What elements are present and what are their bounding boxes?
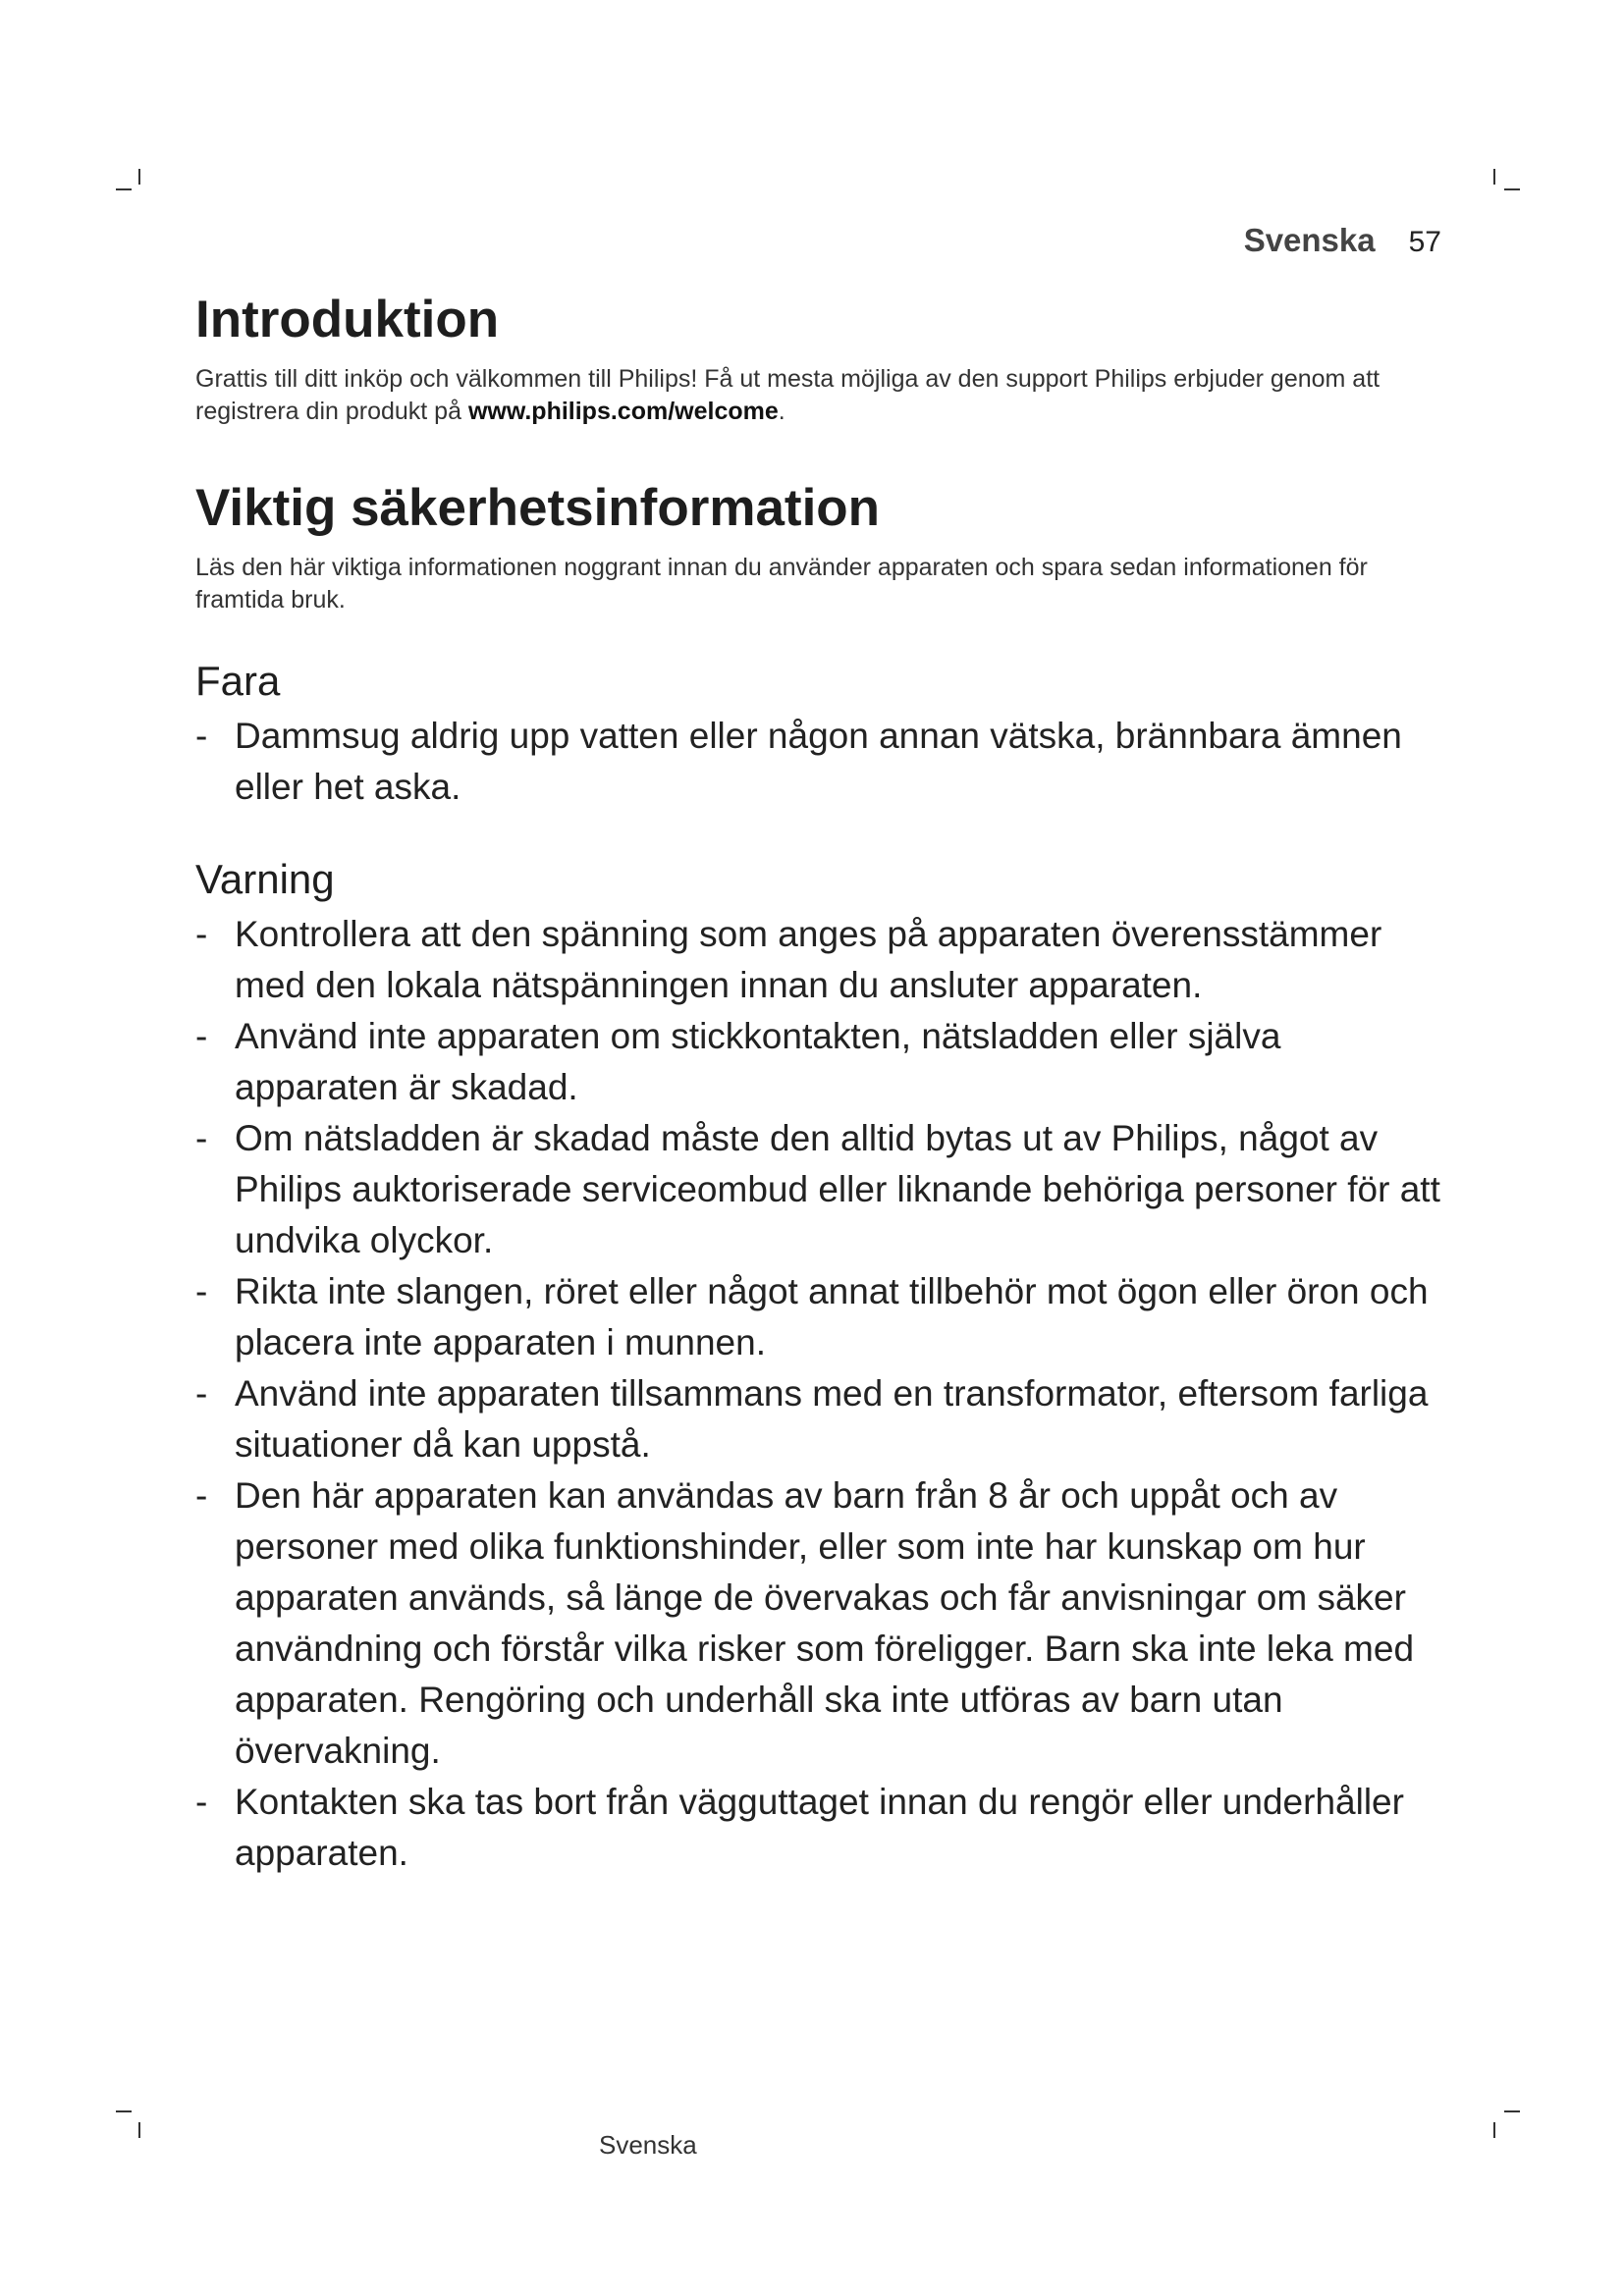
intro-heading: Introduktion (195, 291, 500, 348)
list-item (195, 1266, 1442, 1368)
intro-text: Grattis till ditt inköp och välkommen till Philips! Få ut mesta möjliga av den support Philips erbjuder genom att registrera din produkt på (195, 365, 1380, 425)
crop-mark-top-right-h (1504, 188, 1520, 190)
dash-bullet: - (195, 716, 208, 756)
list-item (195, 711, 1442, 813)
warning-heading: Varning (195, 856, 335, 902)
crop-mark-top-left-h (116, 188, 132, 190)
running-header (1244, 222, 1441, 259)
list-item-text: Dammsug aldrig upp vatten eller någon annan vätska, brännbara ämnen eller het aska. (235, 716, 1402, 807)
crop-mark-top-left-v (138, 169, 140, 185)
warning-list (195, 909, 1442, 1879)
list-item-text: Använd inte apparaten om stickkontakten, nätsladden eller själva apparaten är skadad. (235, 1016, 1281, 1107)
dash-bullet: - (195, 1271, 208, 1311)
crop-mark-bottom-right-h (1504, 2110, 1520, 2112)
header-language: Svenska (1243, 222, 1376, 258)
list-item (195, 1113, 1442, 1266)
safety-heading: Viktig säkerhetsinformation (195, 479, 881, 537)
list-item-text: Rikta inte slangen, röret eller något annat tillbehör mot ögon eller öron och placera inte apparaten i munnen. (235, 1271, 1429, 1362)
dash-bullet: - (195, 1118, 208, 1158)
crop-mark-top-right-v (1493, 169, 1495, 185)
dash-bullet: - (195, 1475, 208, 1516)
page-content (195, 285, 1442, 1879)
list-item (195, 1777, 1442, 1879)
list-item-text: Använd inte apparaten tillsammans med en transformator, eftersom farliga situationer då kan uppstå. (235, 1373, 1429, 1465)
welcome-link[interactable]: www.philips.com/welcome (467, 398, 779, 425)
crop-mark-bottom-left-h (116, 2110, 132, 2112)
footer-language: Svenska (599, 2130, 697, 2160)
page-number: 57 (1408, 226, 1441, 258)
dash-bullet: - (195, 1016, 208, 1056)
crop-mark-bottom-left-v (138, 2122, 140, 2138)
list-item-text: Den här apparaten kan användas av barn från 8 år och uppåt och av personer med olika funktionshinder, eller som inte har kunskap om hur apparaten används, så länge de övervakas och får anvisningar om säker användning och förstår vilka risker som föreligger. Barn ska inte leka med apparaten. Rengöring och underhåll ska inte utföras av barn utan övervakning. (235, 1475, 1415, 1771)
list-item (195, 1011, 1442, 1113)
list-item-text: Kontrollera att den spänning som anges på apparaten överensstämmer med den lokala nätspänningen innan du ansluter apparaten. (235, 914, 1382, 1005)
safety-paragraph: Läs den här viktiga informationen noggrant innan du använder apparaten och spara sedan informationen för framtida bruk. (195, 554, 1368, 614)
crop-mark-bottom-right-v (1493, 2122, 1495, 2138)
intro-text-end: . (778, 398, 785, 425)
dash-bullet: - (195, 1373, 208, 1414)
list-item (195, 1470, 1442, 1777)
dash-bullet: - (195, 914, 208, 954)
intro-paragraph (195, 363, 1442, 428)
list-item-text: Om nätsladden är skadad måste den alltid bytas ut av Philips, något av Philips auktoriserade serviceombud eller liknande behöriga personer för att undvika olyckor. (235, 1118, 1440, 1260)
danger-heading: Fara (195, 658, 281, 704)
list-item-text: Kontakten ska tas bort från vägguttaget innan du rengör eller underhåller apparaten. (235, 1782, 1404, 1873)
danger-list (195, 711, 1442, 813)
dash-bullet: - (195, 1782, 208, 1822)
list-item (195, 909, 1442, 1011)
list-item (195, 1368, 1442, 1470)
